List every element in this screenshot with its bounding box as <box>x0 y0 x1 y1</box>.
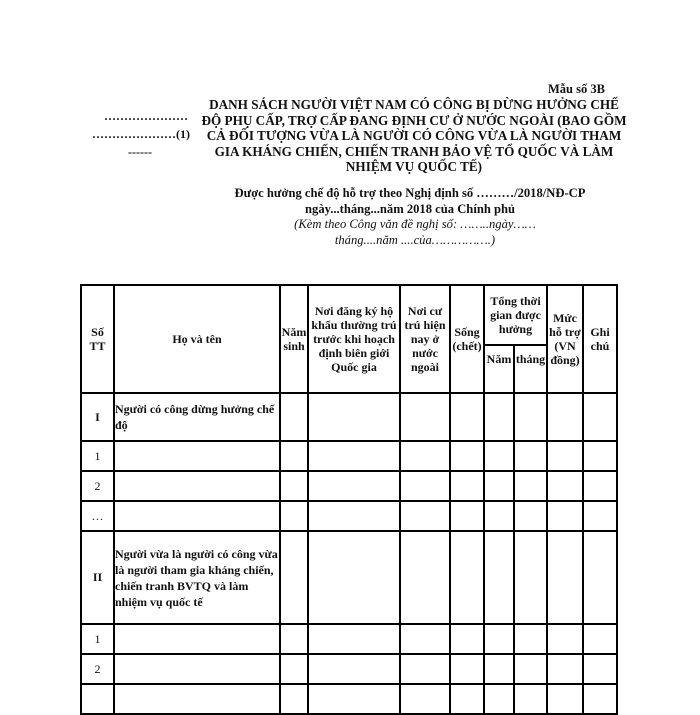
row-number <box>81 684 114 714</box>
header-status: Sống (chết) <box>450 285 484 393</box>
table-row <box>81 441 617 471</box>
document-subtitle: Được hưởng chế độ hỗ trợ theo Nghị định số ………/2018/NĐ-CP ngày...tháng...năm 2018 của Chính phủ <box>234 186 586 216</box>
form-number: Mẫu số 3B <box>548 82 605 96</box>
header-amount: Mức hỗ trợ (VN đồng) <box>547 285 583 393</box>
row-number: … <box>81 501 114 531</box>
section-number: II <box>81 531 114 624</box>
row-number: 2 <box>81 654 114 684</box>
header-service-time: Tổng thời gian được hưởng <box>484 285 547 345</box>
table-row <box>81 471 617 501</box>
row-number: 1 <box>81 441 114 471</box>
header-current-residence: Nơi cư trú hiện nay ở nước ngoài <box>400 285 450 393</box>
section-number: I <box>81 393 114 441</box>
agency-line-2: …………………(1) <box>92 127 190 141</box>
table-row <box>81 624 617 654</box>
header-service-years: Năm <box>484 345 514 393</box>
header-name: Họ và tên <box>114 285 280 393</box>
header-service-months: tháng <box>514 345 547 393</box>
header-notes: Ghi chú <box>583 285 617 393</box>
row-number: 1 <box>81 624 114 654</box>
row-number: 2 <box>81 471 114 501</box>
agency-line-1: ………………… <box>104 109 188 123</box>
header-registered-residence: Nơi đăng ký hộ khẩu thường trú trước khi hoạch định biên giới Quốc gia <box>308 285 400 393</box>
attachment-note: (Kèm theo Công văn đề nghị số: ……..ngày…… tháng....năm ....của…………….) <box>294 217 536 247</box>
agency-line-3: ------ <box>128 145 152 159</box>
table-row <box>81 654 617 684</box>
section-row <box>81 393 617 441</box>
table-row <box>81 684 617 714</box>
section-label: Người vừa là người có công vừa là người tham gia kháng chiến, chiến tranh BVTQ và làm nhiệm vụ quốc tế <box>114 531 280 624</box>
table-row <box>81 501 617 531</box>
document-title: DANH SÁCH NGƯỜI VIỆT NAM CÓ CÔNG BỊ DỪNG HƯỞNG CHẾ ĐỘ PHỤ CẤP, TRỢ CẤP ĐANG ĐỊNH CƯ Ở NƯỚC NGOÀI (BAO GỒM CẢ ĐỐI TƯỢNG VỪA LÀ NGƯỜI CÓ CÔNG VỪA LÀ NGƯỜI THAM GIA KHÁNG CHIẾN, CHIẾN TRANH BẢO VỆ TỔ QUỐC VÀ LÀM NHIỆM VỤ QUỐC TẾ) <box>201 97 627 174</box>
header-birth-year: Năm sinh <box>280 285 308 393</box>
section-label: Người có công dừng hưởng chế độ <box>114 393 280 441</box>
header-stt: Số TT <box>81 285 114 393</box>
section-row <box>81 531 617 624</box>
issuing-agency-block <box>86 107 216 161</box>
beneficiary-table <box>80 284 618 715</box>
